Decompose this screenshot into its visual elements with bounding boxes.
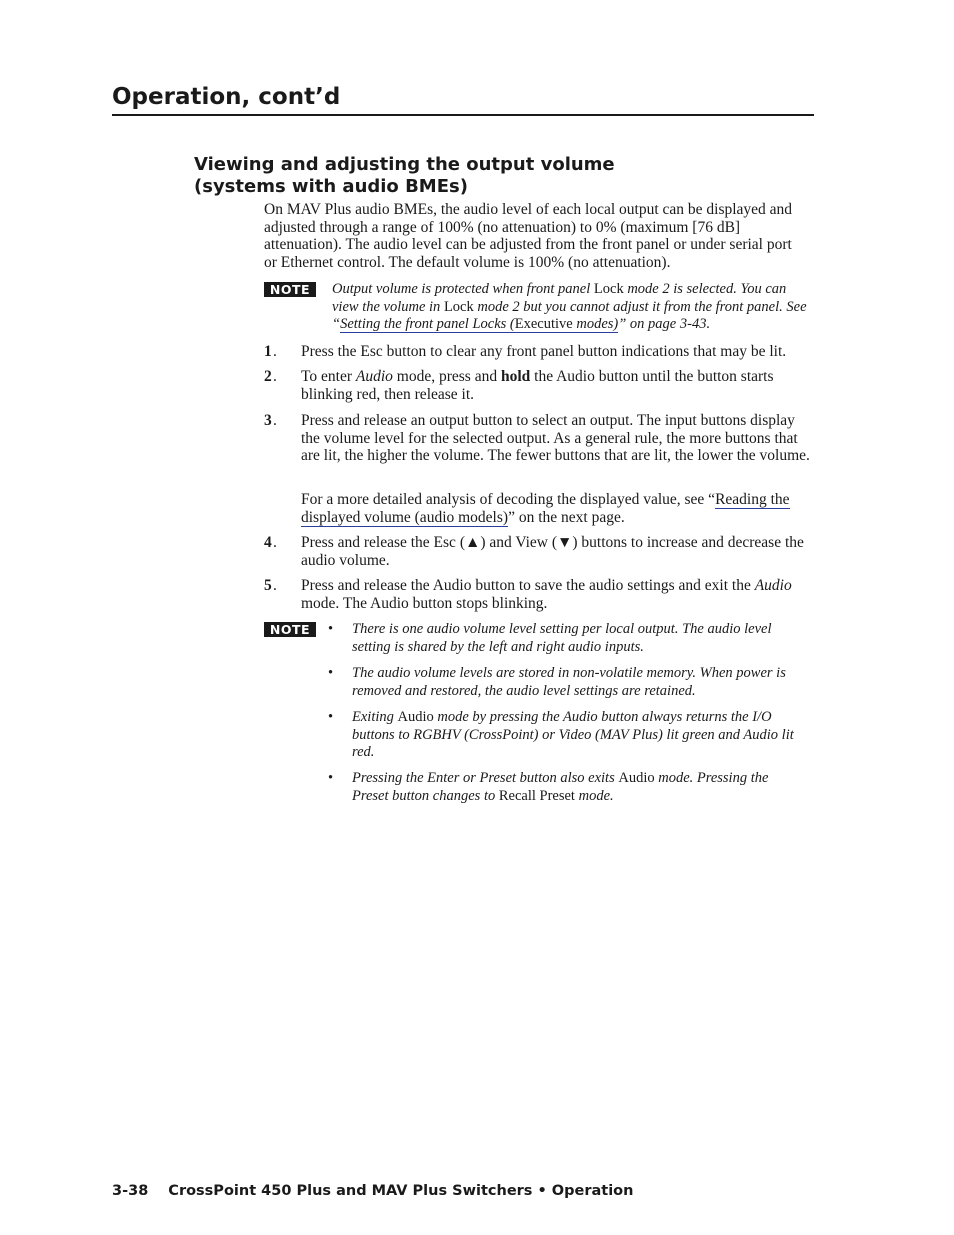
note-text: Output volume is protected when front panel Lock mode 2 is selected. You can view the volume in Lock mode 2 but you cannot adjust it from the front panel. See “Setting the front panel Locks (Executive modes)” on page 3-43. [332, 281, 807, 333]
title-rule [112, 114, 814, 116]
step-3: 3 . Press and release an output button to select an output. The input buttons display the volume level for the selected output. As a general rule, the more buttons that are lit, the higher the volume. The fewer buttons that are lit, the lower the volume. For a more detailed analysis of decoding the displayed value, see “Reading the displayed volume (audio models)” on the next page. [264, 412, 814, 532]
page-number: 3-38 [112, 1183, 149, 1199]
sub-heading-line1: Viewing and adjusting the output volume [194, 154, 615, 175]
note-bullet-4: • Pressing the Enter or Preset button also exits Audio mode. Pressing the Preset button changes to Recall Preset mode. [328, 770, 769, 804]
step-3-note: For a more detailed analysis of decoding the displayed value, see “Reading the displayed volume (audio models)” on the next page. [301, 491, 790, 526]
step-2: 2 . To enter Audio mode, press and hold the Audio button until the button starts blinking red, then release it. [264, 368, 774, 403]
note-badge: NOTE [264, 622, 316, 637]
section-title: Operation, cont’d [112, 84, 341, 110]
note-bullet-2: • The audio volume levels are stored in non-volatile memory. When power is removed and restored, the audio level settings are retained. [328, 665, 786, 699]
page-footer [112, 1183, 633, 1199]
step-1: 1 . Press the Esc button to clear any front panel button indications that may be lit. [264, 343, 787, 360]
locks-link[interactable]: Setting the front panel Locks (Executive modes) [340, 316, 619, 333]
note-badge: NOTE [264, 282, 316, 297]
step-5: 5 . Press and release the Audio button to save the audio settings and exit the Audio mode. The Audio button stops blinking. [264, 577, 792, 612]
sub-heading [194, 154, 615, 198]
reading-volume-link[interactable]: Reading the displayed volume (audio models) [301, 491, 790, 526]
step-4: 4 . Press and release the Esc (▲) and View (▼) buttons to increase and decrease the audio volume. [264, 534, 804, 569]
sub-heading-line2: (systems with audio BMEs) [194, 176, 468, 197]
intro-paragraph: On MAV Plus audio BMEs, the audio level of each local output can be displayed and adjusted through a range of 100% (no attenuation) to 0% (maximum [76 dB] attenuation). The audio level can be adjusted from the front panel or under serial port or Ethernet control. The default volume is 100% (no attenuation). [264, 201, 793, 271]
note-bullet-3: • Exiting Audio mode by pressing the Audio button always returns the I/O buttons to RGBHV (CrossPoint) or Video (MAV Plus) lit green and Audio lit red. [328, 709, 794, 761]
note-bullet-1: • There is one audio volume level setting per local output. The audio level setting is shared by the left and right audio inputs. [328, 621, 772, 655]
footer-title: CrossPoint 450 Plus and MAV Plus Switchers • Operation [168, 1183, 634, 1199]
